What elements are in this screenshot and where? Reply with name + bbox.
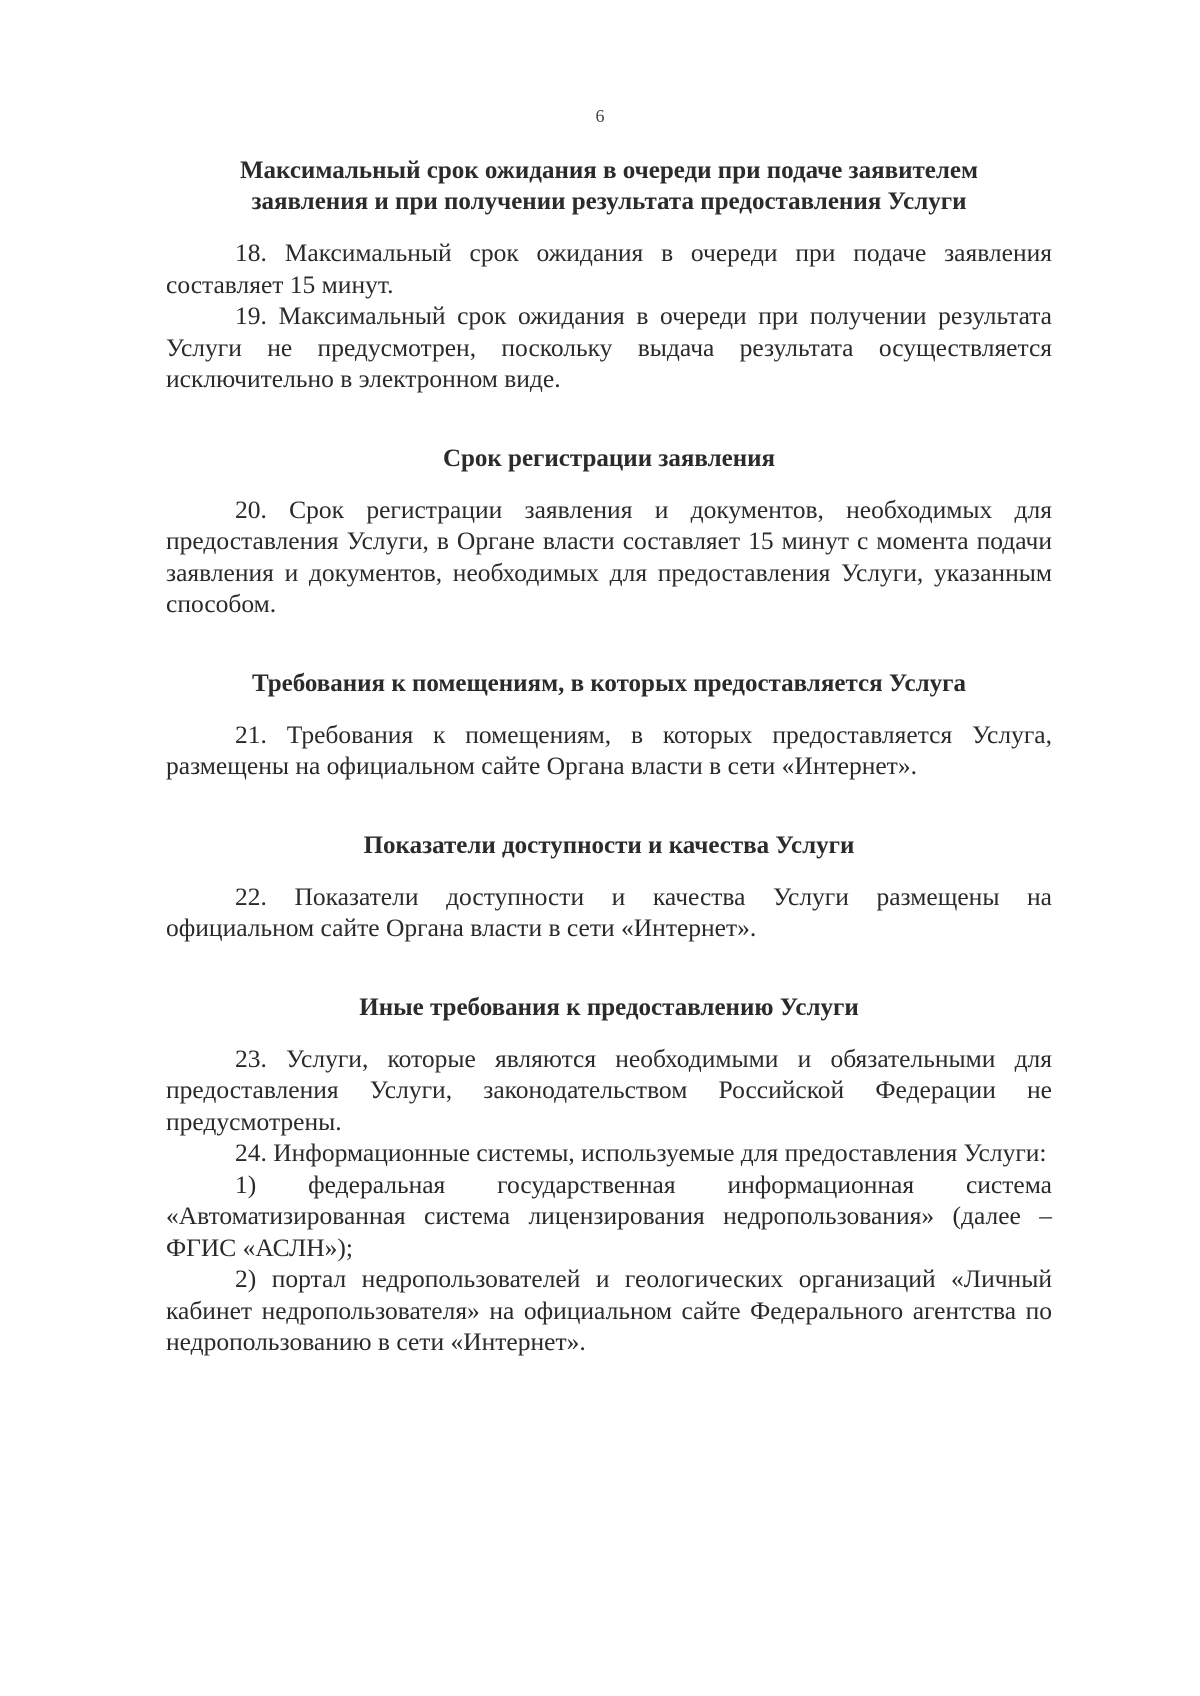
section-heading: Иные требования к предоставлению Услуги: [359, 993, 859, 1021]
list-item-2: 2) портал недропользователей и геологических организаций «Личный кабинет недропользователя» на официальном сайте Федерального агентства по недропользованию в сети «Интернет».: [166, 1264, 1052, 1356]
section-registration-time: [166, 443, 1052, 620]
paragraph-18: 18. Максимальный срок ожидания в очереди при подаче заявления составляет 15 минут.: [166, 238, 1052, 299]
section-premises-requirements: [166, 668, 1052, 782]
section-max-wait-time: [166, 155, 1052, 395]
paragraph-21: 21. Требования к помещениям, в которых предоставляется Услуга, размещены на официальном сайте Органа власти в сети «Интернет».: [166, 719, 1052, 780]
heading-line: заявления и при получении результата предоставления Услуги: [251, 188, 967, 215]
paragraph-20: 20. Срок регистрации заявления и документов, необходимых для предоставления Услуги, в Органе власти составляет 15 минут с момента подачи заявления и документов, необходимых для предоставления Услуги, указанным способом.: [166, 494, 1052, 618]
list-item-1: 1) федеральная государственная информационная система «Автоматизированная система лицензирования недропользования» (далее – ФГИС «АСЛН»);: [166, 1169, 1052, 1262]
section-other-requirements: [166, 992, 1052, 1358]
section-heading: Требования к помещениям, в которых предоставляется Услуга: [251, 669, 967, 697]
paragraph-24: 24. Информационные системы, используемые для предоставления Услуги:: [235, 1138, 1047, 1167]
paragraph-22: 22. Показатели доступности и качества Услуги размещены на официальном сайте Органа власти в сети «Интернет».: [166, 881, 1052, 942]
paragraph-23: 23. Услуги, которые являются необходимыми и обязательными для предоставления Услуги, законодательством Российской Федерации не предусмотрены.: [166, 1043, 1052, 1136]
heading-line: Максимальный срок ожидания в очереди при подаче заявителем: [239, 157, 979, 184]
paragraph-19: 19. Максимальный срок ожидания в очереди при получении результата Услуги не предусмотрен, поскольку выдача результата осуществляется исключительно в электронном виде.: [166, 301, 1052, 393]
section-heading: Срок регистрации заявления: [442, 444, 776, 472]
document-body: [166, 155, 1052, 1358]
page-number: 6: [595, 106, 605, 126]
section-heading: [166, 155, 1052, 217]
section-accessibility-indicators: [166, 830, 1052, 944]
section-heading: Показатели доступности и качества Услуги: [363, 831, 855, 859]
